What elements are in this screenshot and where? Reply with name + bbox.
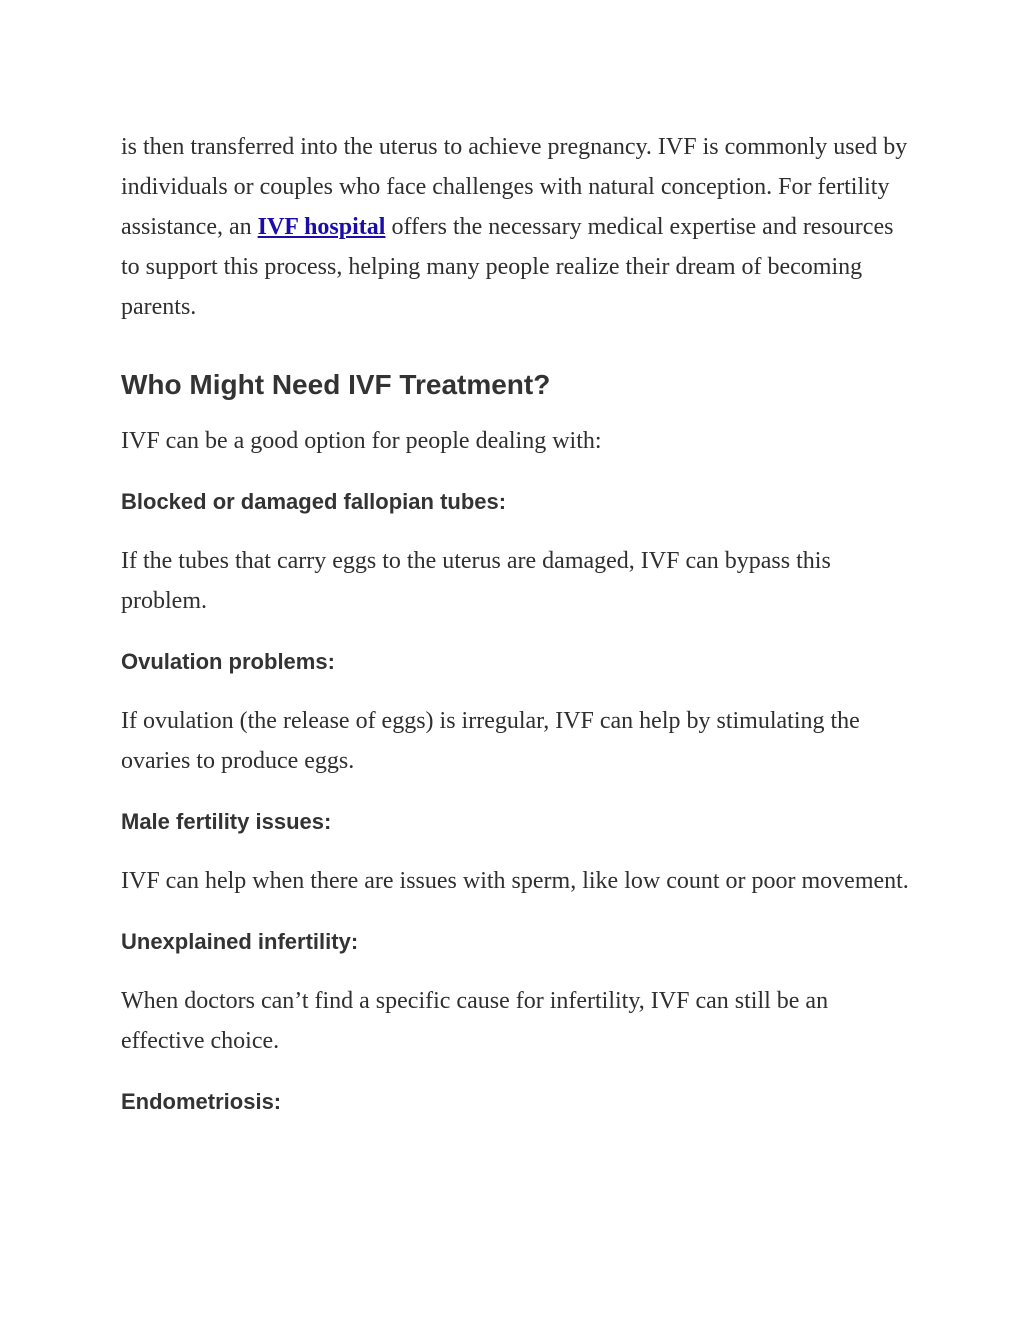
intro-paragraph [121,127,911,327]
condition-item [121,487,911,621]
section-heading: Who Might Need IVF Treatment? [121,369,551,400]
condition-title: Unexplained infertility: [121,929,359,954]
condition-item [121,927,911,1061]
condition-item [121,807,911,901]
section-lead-paragraph: IVF can be a good option for people dealing with: [121,428,602,454]
document-page [121,127,911,1117]
condition-item [121,647,911,781]
condition-text: When doctors can’t find a specific cause for infertility, IVF can still be an effective choice. [121,988,829,1054]
intro-text-after-link: offers the necessary medical expertise and resources to support this process, helping many people realize their dream of becoming parents. [121,214,894,320]
ivf-hospital-link[interactable]: IVF hospital [257,214,386,240]
condition-text: If the tubes that carry eggs to the uterus are damaged, IVF can bypass this problem. [121,548,831,614]
condition-title: Endometriosis: [121,1089,282,1114]
condition-item [121,1087,911,1117]
condition-text: If ovulation (the release of eggs) is irregular, IVF can help by stimulating the ovaries to produce eggs. [121,708,860,774]
condition-title: Blocked or damaged fallopian tubes: [121,489,507,514]
intro-text-before-link: is then transferred into the uterus to achieve pregnancy. IVF is commonly used by individuals or couples who face challenges with natural conception. For fertility assistance, an [121,134,908,240]
condition-title: Ovulation problems: [121,649,335,674]
condition-title: Male fertility issues: [121,809,332,834]
condition-text: IVF can help when there are issues with sperm, like low count or poor movement. [121,868,909,894]
